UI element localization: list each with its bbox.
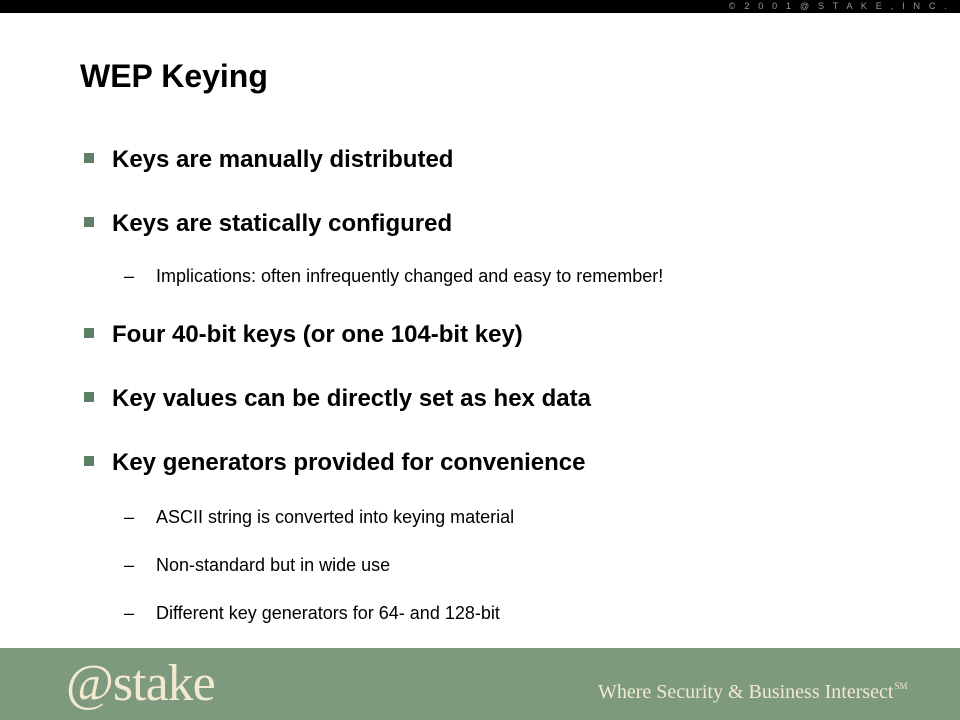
bullet-text: Keys are manually distributed: [112, 146, 454, 173]
sub-bullet-item: [124, 507, 514, 528]
dash-bullet-icon: –: [124, 603, 135, 623]
dash-bullet-icon: –: [124, 266, 135, 286]
sub-bullet-text: Non-standard but in wide use: [156, 555, 391, 575]
tagline: [598, 681, 907, 704]
square-bullet-icon: [84, 456, 94, 466]
bullet-text: Key generators provided for convenience: [112, 449, 586, 476]
bullet-item: [84, 210, 452, 238]
stake-logo: @stake: [66, 655, 215, 712]
sub-bullet-item: [124, 555, 390, 576]
bullet-item: [84, 146, 453, 174]
bullet-text: Four 40-bit keys (or one 104-bit key): [112, 321, 523, 348]
sub-bullet-item: [124, 603, 500, 624]
square-bullet-icon: [84, 328, 94, 338]
slide-title: WEP Keying: [80, 58, 268, 94]
bullet-item: [84, 449, 585, 477]
bullet-item: [84, 385, 591, 413]
copyright-notice: © 2 0 0 1 @ S T A K E , I N C .: [728, 1, 950, 11]
bullet-text: Keys are statically configured: [112, 210, 453, 237]
bullet-text: Key values can be directly set as hex data: [112, 385, 591, 412]
square-bullet-icon: [84, 392, 94, 402]
service-mark: SM: [894, 681, 908, 691]
sub-bullet-text: ASCII string is converted into keying material: [156, 507, 515, 527]
footer-band: [0, 648, 960, 720]
sub-bullet-text: Implications: often infrequently changed and easy to remember!: [156, 266, 664, 286]
tagline-text: Where Security & Business Intersect: [598, 681, 894, 703]
dash-bullet-icon: –: [124, 507, 135, 527]
sub-bullet-text: Different key generators for 64- and 128-bit: [156, 603, 500, 623]
bullet-item: [84, 321, 523, 349]
square-bullet-icon: [84, 153, 94, 163]
dash-bullet-icon: –: [124, 555, 135, 575]
square-bullet-icon: [84, 217, 94, 227]
sub-bullet-item: [124, 266, 663, 287]
